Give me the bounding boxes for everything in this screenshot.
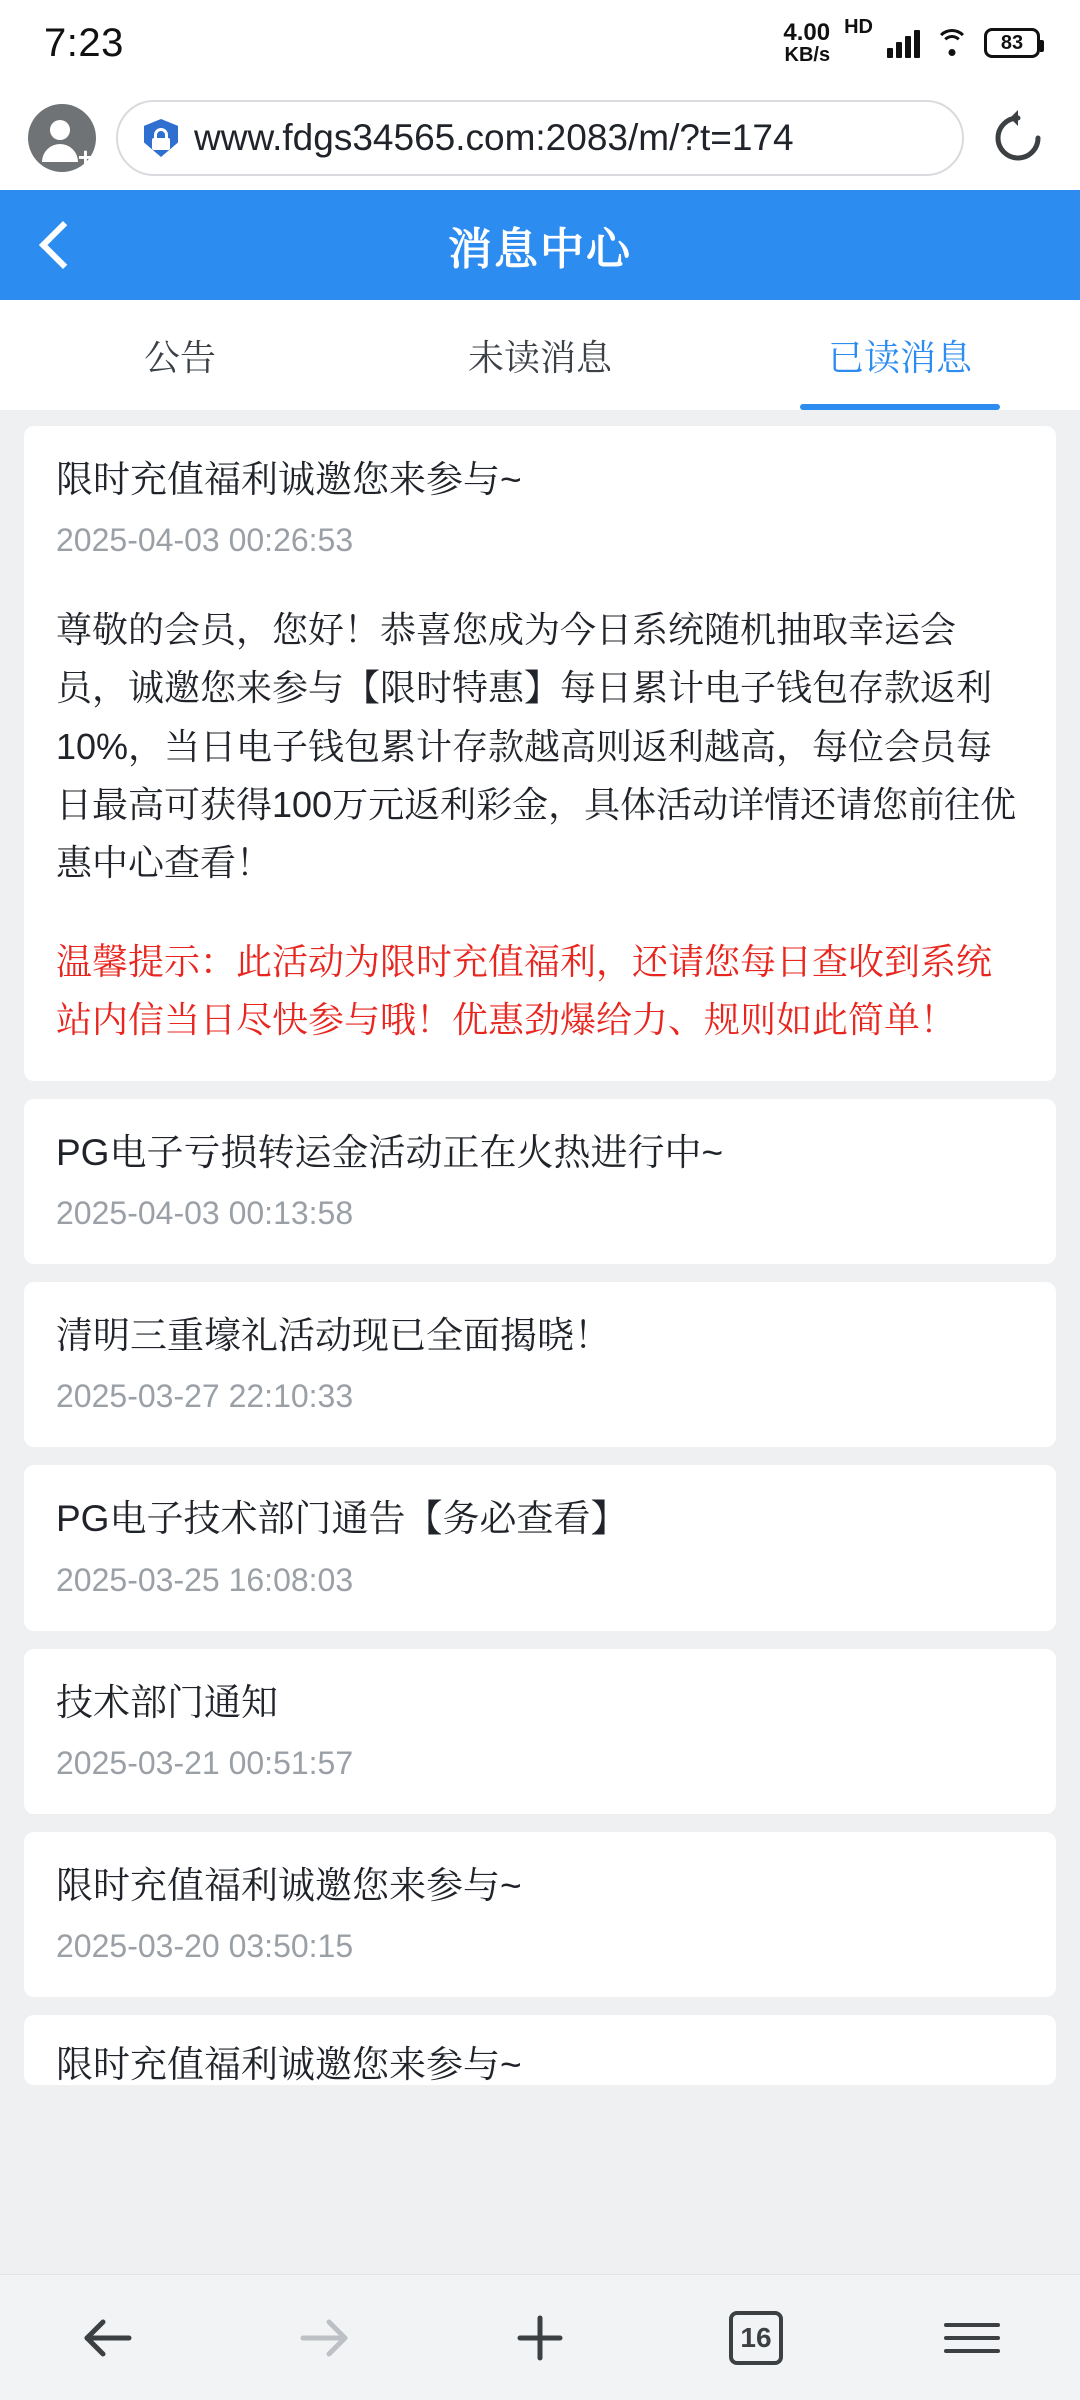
message-title: PG电子亏损转运金活动正在火热进行中~ <box>56 1132 724 1174</box>
tab-count-label: 16 <box>729 2311 783 2365</box>
tab-read-messages[interactable]: 已读消息 <box>720 300 1080 410</box>
message-timestamp: 2025-03-25 16:08:03 <box>56 1561 354 1598</box>
browser-toolbar <box>0 86 1080 190</box>
hd-icon: HD <box>844 15 873 38</box>
message-timestamp: 2025-03-21 00:51:57 <box>56 1744 354 1781</box>
browser-back-icon[interactable] <box>48 2275 168 2400</box>
list-item[interactable] <box>24 2015 1056 2085</box>
battery-icon <box>984 28 1040 58</box>
message-warning-text: 温馨提示：此活动为限时充值福利，还请您每日查收到系统站内信当日尽快参与哦！优惠劲爆给力、规则如此简单！ <box>56 940 993 1040</box>
status-bar <box>0 0 1080 86</box>
secure-shield-icon <box>144 119 178 157</box>
message-title: 清明三重壕礼活动现已全面揭晓！ <box>56 1315 611 1357</box>
page-title: 消息中心 <box>448 225 632 274</box>
app-header <box>0 190 1080 300</box>
list-item[interactable] <box>24 1099 1056 1264</box>
wifi-icon <box>934 29 970 57</box>
profile-avatar-icon[interactable]: + <box>28 104 96 172</box>
message-title: 限时充值福利诚邀您来参与~ <box>56 459 522 500</box>
network-speed-indicator <box>783 20 830 66</box>
signal-icon <box>887 28 920 58</box>
address-bar[interactable] <box>116 100 964 176</box>
status-clock: 7:23 <box>44 20 124 65</box>
menu-hamburger-icon[interactable] <box>912 2275 1032 2400</box>
network-speed-unit: KB/s <box>784 44 831 67</box>
list-item[interactable] <box>24 1465 1056 1630</box>
message-title: PG电子技术部门通告【务必查看】 <box>56 1498 628 1540</box>
list-item[interactable] <box>24 426 1056 1081</box>
message-timestamp: 2025-04-03 00:13:58 <box>56 1195 354 1232</box>
message-timestamp: 2025-03-20 03:50:15 <box>56 1927 354 1964</box>
url-text: www.fdgs34565.com:2083/m/?t=174 <box>194 117 794 158</box>
tab-announcements[interactable]: 公告 <box>143 336 216 378</box>
tab-bar <box>0 300 1080 410</box>
message-title: 限时充值福利诚邀您来参与~ <box>56 1864 522 1906</box>
message-body <box>56 601 1024 1049</box>
list-item[interactable] <box>24 1282 1056 1447</box>
message-timestamp: 2025-04-03 00:26:53 <box>56 522 354 559</box>
network-speed-value: 4.00 <box>783 18 831 46</box>
message-title: 限时充值福利诚邀您来参与~ <box>56 2043 522 2085</box>
tab-switcher-icon[interactable] <box>696 2275 816 2400</box>
message-list[interactable] <box>0 410 1080 2274</box>
list-item[interactable] <box>24 1649 1056 1814</box>
message-body-text: 尊敬的会员，您好！恭喜您成为今日系统随机抽取幸运会员，诚邀您来参与【限时特惠】每日累计电子钱包存款返利10%，当日电子钱包累计存款越高则返利越高，每位会员每日最高可获得100万元返利彩金，具体活动详情还请您前往优惠中心查看！ <box>56 609 1017 884</box>
tab-unread-messages[interactable]: 未读消息 <box>467 336 612 378</box>
message-timestamp: 2025-03-27 22:10:33 <box>56 1378 354 1415</box>
status-icons <box>783 15 1040 67</box>
browser-bottom-bar <box>0 2274 1080 2400</box>
browser-forward-icon[interactable] <box>264 2275 384 2400</box>
battery-level-label: 83 <box>1000 31 1024 54</box>
list-item[interactable] <box>24 1832 1056 1997</box>
message-title: 技术部门通知 <box>56 1681 278 1723</box>
reload-icon[interactable] <box>984 104 1052 172</box>
new-tab-plus-icon[interactable] <box>480 2275 600 2400</box>
